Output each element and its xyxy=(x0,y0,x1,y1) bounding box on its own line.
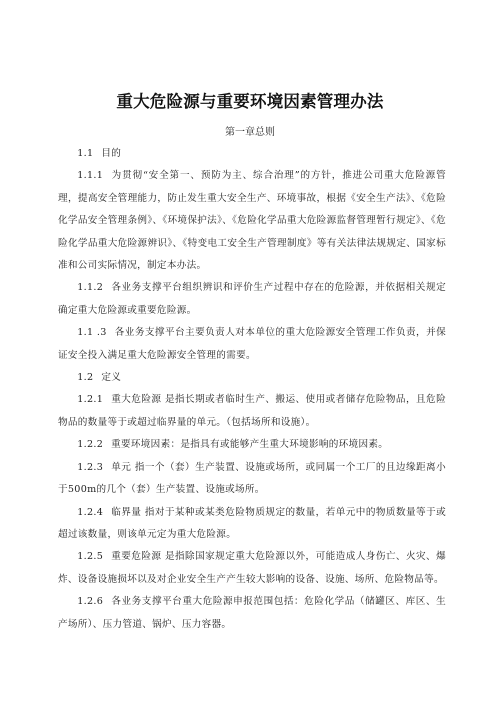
paragraph xyxy=(58,322,446,367)
paragraph xyxy=(58,591,446,636)
section-number: 1.2.5 xyxy=(77,551,104,563)
defined-term: 重大危险源 xyxy=(111,394,165,406)
paragraph-text: 指一个（套）生产装置、设施或场所，或同属一个工厂的且边缘距离小于500m的几个（套）生产装置、设施或场所。 xyxy=(58,461,446,496)
section-number: 1.1 .3 xyxy=(77,327,107,339)
chapter-heading: 第一章总则 xyxy=(225,127,275,138)
section-number: 1.1.2 xyxy=(77,282,104,294)
paragraph-text: 各业务支撑平台组织辨识和评价生产过程中存在的危险源，并依据相关规定确定重大危险源或重要危险源。 xyxy=(58,282,446,316)
paragraph xyxy=(58,434,446,456)
paragraph-text: 定义 xyxy=(101,372,122,384)
section-number: 1.2.6 xyxy=(77,596,104,608)
defined-term: 单元 xyxy=(111,461,135,473)
document-body xyxy=(58,143,446,636)
paragraph-text: 是指长期或者临时生产、搬运、使用或者储存危险物品，且危险物品的数量等于或超过临界量的单元。（包括场所和设施）。 xyxy=(58,394,446,428)
defined-term: 临界量 xyxy=(111,506,145,518)
section-number: 1.1.1 xyxy=(77,170,104,182)
paragraph xyxy=(58,389,446,434)
section-number: 1.2.1 xyxy=(77,394,104,406)
paragraph-text: 重要环境因素：是指具有或能够产生重大环境影响的环境因素。 xyxy=(111,439,389,451)
section-number: 1.1 xyxy=(77,148,94,159)
section-number: 1.2.2 xyxy=(77,439,104,451)
paragraph-text: 指对于某种或某类危险物质规定的数量，若单元中的物质数量等于或超过该数量，则该单元定为重大危险源。 xyxy=(58,506,447,540)
defined-term: 重要危险源 xyxy=(111,551,165,563)
paragraph xyxy=(58,502,446,547)
document-title: 重大危险源与重要环境因素管理办法 xyxy=(116,92,384,111)
paragraph xyxy=(58,367,446,389)
paragraph-text: 为贯彻“安全第一、预防为主、综合治理”的方针，推进公司重大危险源管理，提高安全管理能力，防止发生重大安全生产、环境事故，根据《安全生产法》、《危险化学品安全管理条例》、《环境保护法》、《危险化学品重大危险源监督管理暂行规定》、《危险化学品重大危险源辨识》、《特变电工安全生产管理制度》等有关法律法规规定、国家标准和公司实际情况，制定本办法。 xyxy=(58,170,446,272)
section-number: 1.2 xyxy=(77,372,94,384)
paragraph-text: 各业务支撑平台重大危险源申报范围包括：危险化学品（储罐区、库区、生产场所）、压力管道、锅炉、压力容器。 xyxy=(58,596,446,630)
paragraph xyxy=(58,457,446,502)
paragraph-text: 是指除国家规定重大危险源以外，可能造成人身伤亡、火灾、爆炸、设备设施损坏以及对企业安全生产产生较大影响的设备、设施、场所、危险物品等。 xyxy=(58,551,446,585)
paragraph xyxy=(58,546,446,591)
paragraph xyxy=(58,277,446,322)
paragraph-text: 各业务支撑平台主要负责人对本单位的重大危险源安全管理工作负责，并保证安全投入满足重大危险源安全管理的需要。 xyxy=(58,327,447,361)
paragraph xyxy=(58,165,446,277)
paragraph-text: 目的 xyxy=(101,148,122,159)
paragraph xyxy=(58,143,446,165)
section-number: 1.2.4 xyxy=(77,506,104,518)
section-number: 1.2.3 xyxy=(77,461,104,473)
